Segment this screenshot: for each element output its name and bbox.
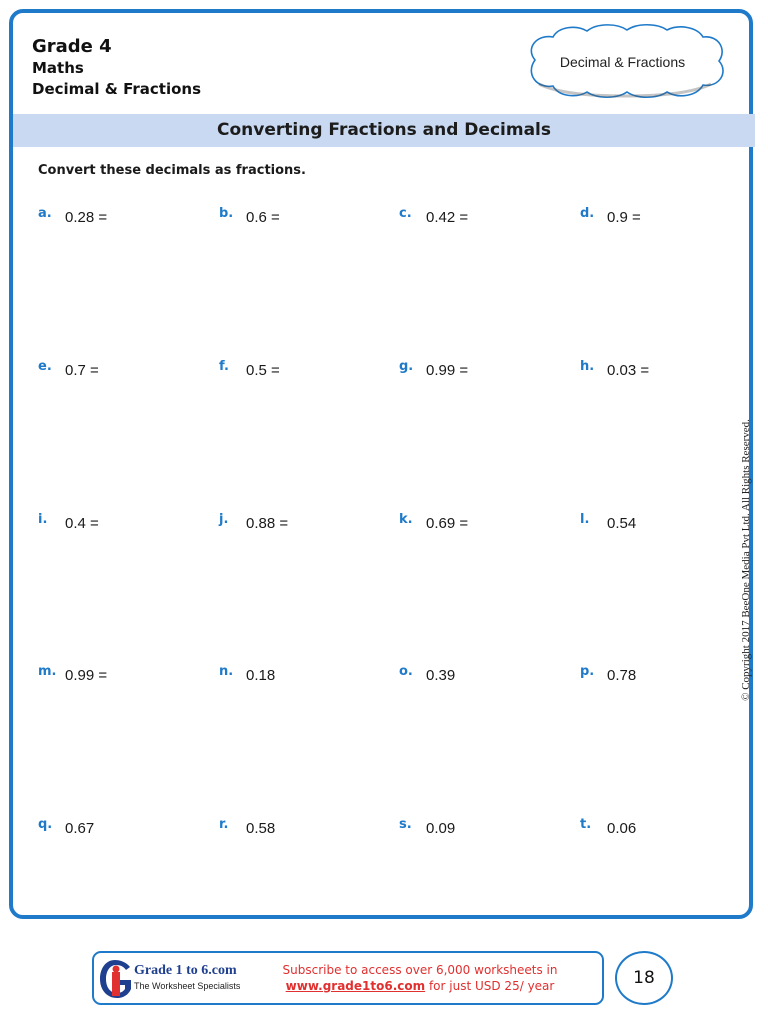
question-expression: 0.99 =: [426, 362, 469, 379]
question-letter: t.: [580, 817, 592, 832]
question-expression: 0.7 =: [65, 362, 99, 379]
grade-label: Grade 4: [32, 36, 112, 57]
question-letter: l.: [580, 512, 590, 527]
worksheet-title: Converting Fractions and Decimals: [217, 120, 551, 140]
question-expression: 0.06: [607, 820, 637, 837]
question-expression: 0.78: [607, 667, 637, 684]
question-letter: p.: [580, 664, 595, 679]
question-expression: 0.39: [426, 667, 456, 684]
subject-label: Maths: [32, 59, 84, 77]
question-expression: 0.18: [246, 667, 276, 684]
question-letter: r.: [219, 817, 229, 832]
promo-line-1: Subscribe to access over 6,000 worksheets in: [282, 963, 558, 977]
question-letter: q.: [38, 817, 53, 832]
question-expression: 0.6 =: [246, 209, 280, 226]
question-letter: i.: [38, 512, 48, 527]
question-letter: n.: [219, 664, 234, 679]
question-expression: 0.03 =: [607, 362, 650, 379]
question-expression: 0.88 =: [246, 515, 289, 532]
question-letter: d.: [580, 206, 595, 221]
question-letter: g.: [399, 359, 414, 374]
question-expression: 0.09: [426, 820, 456, 837]
question-expression: 0.69 =: [426, 515, 469, 532]
brand-name: Grade 1 to 6.com: [134, 963, 237, 978]
question-expression: 0.54: [607, 515, 637, 532]
promo-price: for just USD 25/ year: [425, 979, 555, 993]
cloud-badge-label: Decimal & Fractions: [559, 54, 686, 70]
question-expression: 0.28 =: [65, 209, 108, 226]
question-expression: 0.42 =: [426, 209, 469, 226]
question-letter: k.: [399, 512, 413, 527]
question-expression: 0.9 =: [607, 209, 641, 226]
question-expression: 0.4 =: [65, 515, 99, 532]
question-letter: j.: [219, 512, 229, 527]
question-letter: f.: [219, 359, 229, 374]
question-letter: e.: [38, 359, 52, 374]
question-letter: s.: [399, 817, 412, 832]
question-expression: 0.99 =: [65, 667, 108, 684]
question-letter: c.: [399, 206, 412, 221]
page-number: 18: [615, 951, 673, 1005]
promo-line-2: [265, 978, 575, 994]
question-letter: m.: [38, 664, 57, 679]
promo-link[interactable]: www.grade1to6.com: [285, 979, 426, 993]
brand-logo-icon: [97, 958, 137, 1000]
question-expression: 0.5 =: [246, 362, 280, 379]
question-letter: b.: [219, 206, 234, 221]
question-expression: 0.58: [246, 820, 276, 837]
question-letter: h.: [580, 359, 595, 374]
question-expression: 0.67: [65, 820, 95, 837]
instruction-text: Convert these decimals as fractions.: [38, 163, 306, 178]
promo-text: [265, 962, 575, 994]
brand-tagline: The Worksheet Specialists: [134, 981, 241, 991]
copyright-notice: © Copyright 2017 BeeOne Media Pvt Ltd. All Rights Reserved.: [740, 419, 752, 701]
topic-label: Decimal & Fractions: [32, 80, 201, 98]
question-letter: o.: [399, 664, 413, 679]
question-letter: a.: [38, 206, 52, 221]
